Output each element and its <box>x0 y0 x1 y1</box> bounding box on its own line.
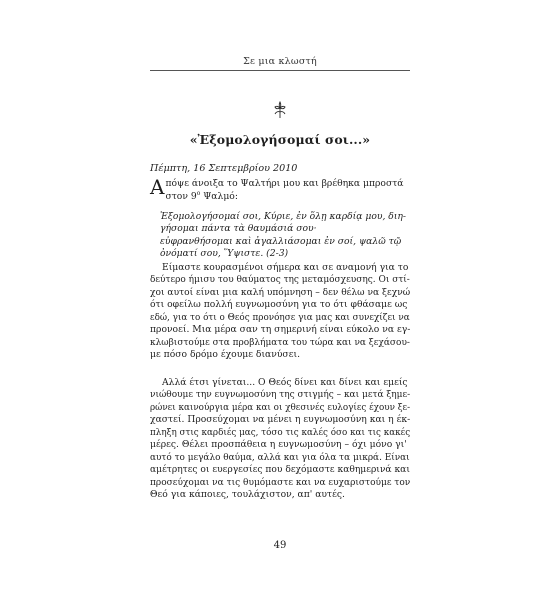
paragraph-line: προνοεί. Μια μέρα σαν τη σημερινή είναι εύκολο να εγ- <box>150 324 411 336</box>
drop-cap: Α <box>150 175 165 199</box>
page-number: 49 <box>273 540 287 551</box>
paragraph-line: χοι αυτοί είναι μια καλή υπόμνηση – δεν θέλω να ξεχνώ <box>150 286 411 298</box>
intro-line-1: πόψε άνοιξα το Ψαλτήρι μου και βρέθηκα μπροστά <box>165 178 404 189</box>
paragraph-line: χαστεί. Προσεύχομαι να μένει η ευγνωμοσύνη και η έκ- <box>150 414 411 426</box>
paragraph-line: εδώ, για το ότι ο Θεός προνόησε για μας και συνεχίζει να <box>150 311 410 323</box>
paragraph-line: με πόσο δρόμο έχουμε διανύσει. <box>150 349 300 361</box>
running-head: Σε μια κλωστή <box>243 56 317 67</box>
paragraph-line: δεύτερο ήμισυ του θαύματος της μεταμόσχευσης. Οι στί- <box>150 274 410 286</box>
header-rule <box>150 70 410 71</box>
chapter-title: «Ἐξομολογήσομαί σοι...» <box>189 132 371 147</box>
paragraph-line: μέρες. Θέλει προσπάθεια η ευγνωμοσύνη – όχι μόνο γι' <box>150 439 407 451</box>
psalm-line: γήσομαι πάντα τὰ θαυμάσιά σου· <box>160 223 317 235</box>
paragraph-line: προσεύχομαι να τις θυμόμαστε και να ευχαριστούμε τον <box>150 476 411 488</box>
intro-line-2-post: Ψαλμό: <box>200 191 238 202</box>
paragraph-line: Θεό για κάποιες, τουλάχιστον, απ' αυτές. <box>150 489 345 501</box>
paragraph-line: πληξη στις καρδιές μας, τόσο τις καλές όσο και τις κακές <box>150 426 411 438</box>
paragraph-line: ότι οφείλω πολλή ευγνωμοσύνη για το ότι φθάσαμε ως <box>150 299 408 311</box>
paragraph-line: αυτό το μεγάλο θαύμα, αλλά και για όλα τα μικρά. Είναι <box>150 451 410 463</box>
intro-line-2-sup: ο <box>196 189 201 197</box>
psalm-line: εὐφρανθήσομαι καὶ ἀγαλλιάσομαι ἐν σοί, ψαλῶ τῷ <box>160 235 402 247</box>
paragraph-line: ρώνει καινούργια μέρα και οι χθεσινές ευλογίες έχουν ξε- <box>150 401 411 413</box>
paragraph-line: νιώθουμε την ευγνωμοσύνη της στιγμής – και μετά ξημε- <box>150 389 411 401</box>
intro-line-2-pre: στον 9 <box>165 191 197 202</box>
psalm-quote <box>160 211 410 261</box>
intro-paragraph <box>150 175 410 203</box>
paragraph-line: Αλλά έτσι γίνεται... Ο Θεός δίνει και δίνει και εμείς <box>162 377 408 388</box>
paragraph-2 <box>150 377 410 502</box>
intro-line-2 <box>150 191 410 203</box>
paragraph-line: κλωβιστούμε στα προβλήματα του τώρα και να ξεχάσου- <box>150 336 410 348</box>
dateline: Πέμπτη, 16 Σεπτεμβρίου 2010 <box>150 163 298 174</box>
paragraph-line: Είμαστε κουρασμένοι σήμερα και σε αναμονή για το <box>162 262 409 273</box>
paragraph-1 <box>150 262 410 362</box>
psalm-line: Ἐξομολογήσομαί σοι, Κύριε, ἐν ὅλῃ καρδίᾳ μου, διη- <box>160 211 407 222</box>
paragraph-line: αμέτρητες οι ευεργεσίες που δεχόμαστε καθημερινά και <box>150 464 410 476</box>
floral-ornament-icon <box>272 101 288 119</box>
psalm-line: ὀνόματί σου, Ὕψιστε. (2-3) <box>160 248 289 260</box>
